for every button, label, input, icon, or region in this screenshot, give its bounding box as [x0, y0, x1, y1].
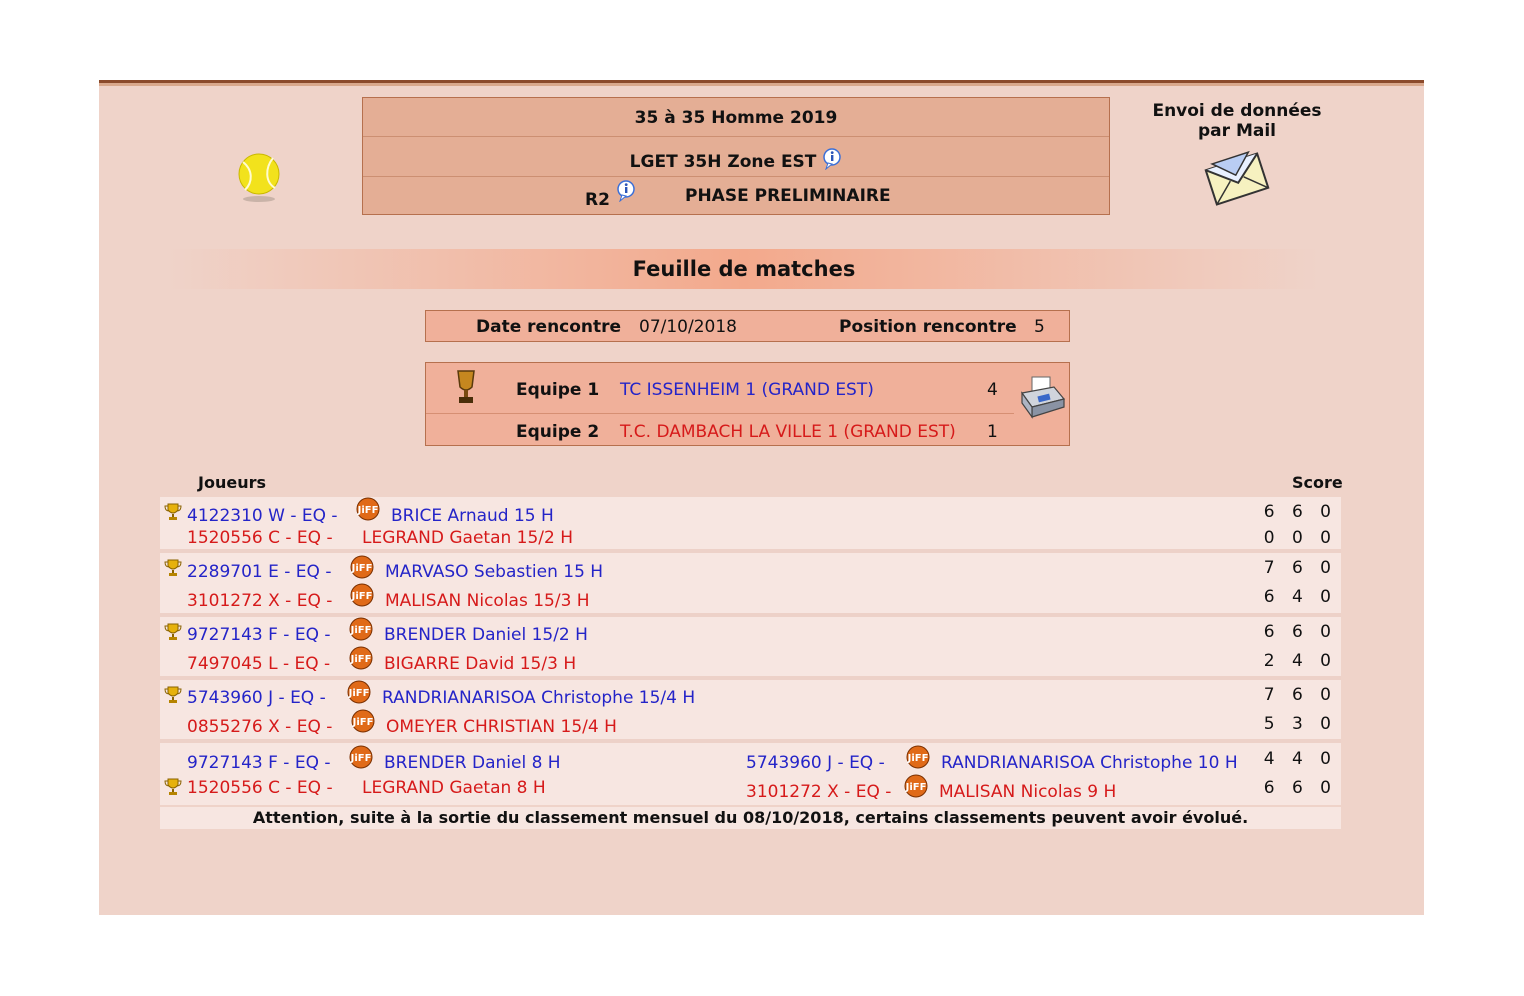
double-team2-player2-license: 3101272 X - EQ - [746, 782, 892, 802]
players-header: Joueurs [198, 473, 266, 492]
svg-text:JiFF: JiFF [357, 505, 379, 516]
trophy-icon [164, 623, 182, 641]
jiff-badge-icon [350, 555, 374, 579]
player1-license: 5743960 J - EQ - [187, 688, 326, 708]
match-row [160, 497, 1341, 553]
score-player2: 2 4 0 [1263, 651, 1337, 671]
division-label: LGET 35H Zone EST [629, 152, 817, 172]
svg-text:JiFF: JiFF [351, 591, 373, 602]
phase-label: PHASE PRELIMINAIRE [685, 186, 891, 206]
sheet-title: Feuille de matches [169, 249, 1319, 289]
position-label: Position rencontre [839, 317, 1017, 337]
jiff-badge-icon [349, 646, 373, 670]
mail-label-line2: par Mail [1198, 121, 1276, 141]
svg-text:JiFF: JiFF [348, 688, 370, 699]
jiff-badge-icon [906, 745, 930, 769]
jiff-badge-icon [349, 745, 373, 769]
team1-label: Equipe 1 [516, 380, 600, 400]
double-team2-player2-name[interactable]: MALISAN Nicolas 9 H [939, 782, 1117, 802]
competition-title: 35 à 35 Homme 2019 [634, 108, 838, 128]
double-team1-player2-name[interactable]: RANDRIANARISOA Christophe 10 H [941, 753, 1238, 773]
double-match-row [160, 743, 1341, 805]
tennis-ball-icon [237, 152, 281, 204]
team2-label: Equipe 2 [516, 422, 600, 442]
round-label: R2 [585, 190, 610, 210]
score-player2: 0 0 0 [1263, 528, 1337, 548]
player2-name[interactable]: OMEYER CHRISTIAN 15/4 H [386, 717, 617, 737]
cup-icon [454, 369, 478, 405]
printer-icon[interactable] [1018, 375, 1066, 421]
player2-license: 0855276 X - EQ - [187, 717, 333, 737]
player2-license: 7497045 L - EQ - [187, 654, 331, 674]
svg-text:JiFF: JiFF [351, 563, 373, 574]
svg-text:JiFF: JiFF [350, 753, 372, 764]
envelope-icon[interactable] [1204, 147, 1270, 211]
score-player2: 5 3 0 [1263, 714, 1337, 734]
score-header: Score [1292, 473, 1343, 492]
date-value: 07/10/2018 [639, 317, 737, 337]
division-title [363, 148, 1109, 172]
trophy-icon [164, 503, 182, 521]
match-row [160, 617, 1341, 680]
ranking-notice: Attention, suite à la sortie du classement mensuel du 08/10/2018, certains classements peuvent avoir évolué. [160, 807, 1341, 829]
score-double-team2: 6 6 0 [1263, 778, 1337, 798]
date-label: Date rencontre [476, 317, 622, 337]
double-team2-player1-license: 1520556 C - EQ - [187, 778, 333, 798]
mail-export[interactable] [1152, 101, 1322, 211]
info-icon[interactable] [822, 148, 842, 170]
trophy-icon [164, 778, 182, 796]
double-team1-player1-name[interactable]: BRENDER Daniel 8 H [384, 753, 561, 773]
score-player1: 6 6 0 [1263, 502, 1337, 522]
svg-text:JiFF: JiFF [352, 717, 374, 728]
player1-name[interactable]: BRENDER Daniel 15/2 H [384, 625, 588, 645]
team1-name[interactable]: TC ISSENHEIM 1 (GRAND EST) [620, 380, 874, 400]
score-player2: 6 4 0 [1263, 587, 1337, 607]
score-player1: 6 6 0 [1263, 622, 1337, 642]
player2-license: 1520556 C - EQ - [187, 528, 333, 548]
jiff-badge-icon [351, 709, 375, 733]
jiff-badge-icon [904, 774, 928, 798]
player1-name[interactable]: MARVASO Sebastien 15 H [385, 562, 604, 582]
team2-name[interactable]: T.C. DAMBACH LA VILLE 1 (GRAND EST) [620, 422, 956, 442]
score-player1: 7 6 0 [1263, 685, 1337, 705]
trophy-icon [164, 559, 182, 577]
double-team2-player1-name[interactable]: LEGRAND Gaetan 8 H [362, 778, 546, 798]
page-frame [99, 80, 1424, 915]
mail-label-line1: Envoi de données [1152, 101, 1322, 121]
info-icon[interactable] [616, 180, 636, 202]
player1-license: 9727143 F - EQ - [187, 625, 331, 645]
score-double-team1: 4 4 0 [1263, 749, 1337, 769]
player2-license: 3101272 X - EQ - [187, 591, 333, 611]
competition-header [362, 97, 1110, 215]
player1-license: 2289701 E - EQ - [187, 562, 332, 582]
jiff-badge-icon [356, 497, 380, 521]
player2-name[interactable]: LEGRAND Gaetan 15/2 H [362, 528, 574, 548]
jiff-badge-icon [349, 617, 373, 641]
trophy-icon [164, 686, 182, 704]
match-row [160, 553, 1341, 617]
jiff-badge-icon [347, 680, 371, 704]
jiff-badge-icon [350, 583, 374, 607]
svg-text:JiFF: JiFF [905, 782, 927, 793]
svg-text:JiFF: JiFF [350, 625, 372, 636]
player2-name[interactable]: MALISAN Nicolas 15/3 H [385, 591, 590, 611]
svg-text:JiFF: JiFF [350, 654, 372, 665]
player2-name[interactable]: BIGARRE David 15/3 H [384, 654, 577, 674]
score-player1: 7 6 0 [1263, 558, 1337, 578]
double-team1-player1-license: 9727143 F - EQ - [187, 753, 331, 773]
double-team1-player2-license: 5743960 J - EQ - [746, 753, 885, 773]
team2-score: 1 [987, 422, 998, 442]
position-value: 5 [1034, 317, 1045, 337]
teams-box [425, 362, 1070, 446]
player1-license: 4122310 W - EQ - [187, 506, 338, 526]
meeting-info [425, 310, 1070, 342]
team1-score: 4 [987, 380, 998, 400]
svg-text:JiFF: JiFF [907, 753, 929, 764]
match-row [160, 680, 1341, 743]
player1-name[interactable]: BRICE Arnaud 15 H [391, 506, 554, 526]
player1-name[interactable]: RANDRIANARISOA Christophe 15/4 H [382, 688, 696, 708]
